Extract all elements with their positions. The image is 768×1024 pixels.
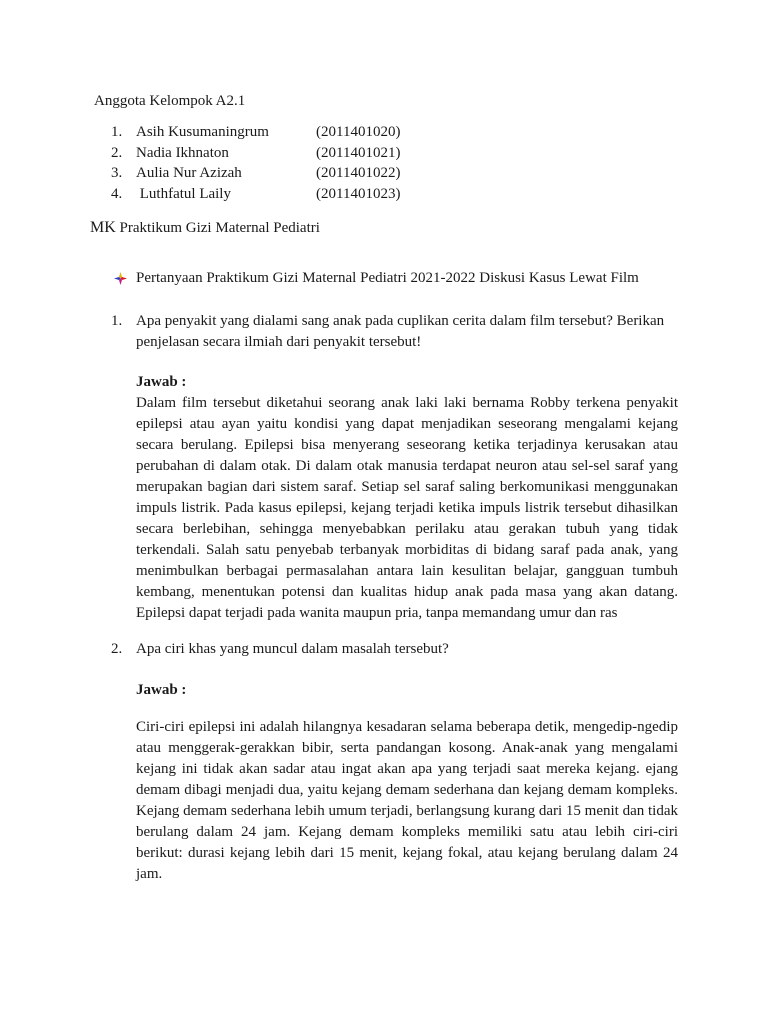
member-name: Nadia Ikhnaton (136, 145, 229, 161)
question-number: 2. (111, 641, 123, 657)
section-title: Pertanyaan Praktikum Gizi Maternal Pediatri 2021-2022 Diskusi Kasus Lewat Film (136, 270, 639, 286)
answer-label: Jawab : (136, 374, 187, 390)
member-number: 4. (111, 186, 123, 202)
member-number: 2. (111, 145, 123, 161)
course-prefix: MK (90, 219, 116, 236)
member-name: Luthfatul Laily (136, 186, 231, 202)
member-number: 1. (111, 124, 123, 140)
question-number: 1. (111, 313, 123, 329)
course-line (90, 219, 320, 237)
member-nim: (2011401023) (316, 186, 401, 202)
members-heading: Anggota Kelompok A2.1 (94, 93, 246, 109)
course-name: Praktikum Gizi Maternal Pediatri (115, 220, 320, 236)
question-text: Apa penyakit yang dialami sang anak pada cuplikan cerita dalam film tersebut? Berikan penjelasan secara ilmiah dari penyakit tersebut! (136, 313, 665, 350)
member-name: Asih Kusumaningrum (136, 124, 269, 140)
member-nim: (2011401022) (316, 165, 401, 181)
member-nim: (2011401021) (316, 145, 401, 161)
question-text: Apa ciri khas yang muncul dalam masalah tersebut? (136, 641, 449, 657)
answer-text: Ciri-ciri epilepsi ini adalah hilangnya kesadaran selama beberapa detik, mengedip-ngedip atau menggerak-gerakkan bibir, serta pandangan kosong. Anak-anak yang mengalami kejang ini tidak akan sadar atau ingat akan apa yang terjadi saat mereka kejang. ejang demam dibagi menjadi dua, yaitu kejang demam sederhana dan kejang demam kompleks. Kejang demam sederhana lebih umum terjadi, berlangsung kurang dari 15 menit dan tidak berulang dalam 24 jam. Kejang demam kompleks memiliki satu atau lebih ciri-ciri berikut: durasi kejang lebih dari 15 menit, kejang fokal, atau kejang berulang dalam 24 jam. (136, 719, 678, 882)
answer-label: Jawab : (136, 682, 187, 698)
member-number: 3. (111, 165, 123, 181)
member-nim: (2011401020) (316, 124, 401, 140)
answer-text: Dalam film tersebut diketahui seorang anak laki laki bernama Robby terkena penyakit epilepsi atau ayan yaitu kondisi yang dapat menjadikan seseorang mengalami kejang secara berulang. Epilepsi bisa menyerang seseorang ketika terjadinya kerusakan atau perubahan di dalam otak. Di dalam otak manusia terdapat neuron atau sel-sel saraf yang merupakan bagian dari sistem saraf. Setiap sel saraf saling berkomunikasi menggunakan impuls listrik. Pada kasus epilepsi, kejang terjadi ketika impuls listrik tersebut dihasilkan secara berlebihan, sehingga menyebabkan perilaku atau gerakan tubuh yang tidak terkendali. Salah satu penyebab terbanyak morbiditas di bidang saraf pada anak, yang menimbulkan berbagai permasalahan antara lain kesulitan belajar, gangguan tumbuh kembang, menentukan potensi dan kualitas hidup anak pada masa yang akan datang. Epilepsi dapat terjadi pada wanita maupun pria, tanpa memandang umur dan ras (136, 395, 678, 621)
colored-bullet-icon (114, 272, 127, 285)
member-name: Aulia Nur Azizah (136, 165, 242, 181)
